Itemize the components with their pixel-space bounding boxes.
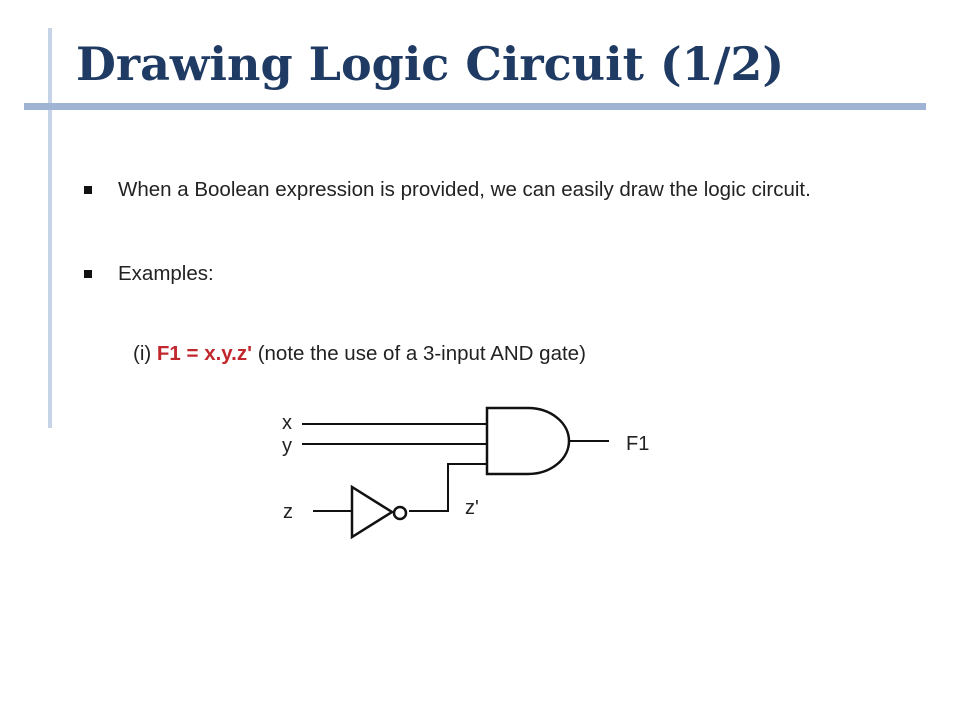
slide-title: Drawing Logic Circuit (1/2) — [76, 37, 785, 91]
label-y: y — [282, 435, 292, 457]
bullet-text-2: Examples: — [118, 262, 214, 285]
label-f1: F1 — [626, 433, 650, 455]
example-note: (note the use of a 3-input AND gate) — [252, 342, 586, 365]
example-prefix: (i) — [133, 342, 157, 365]
label-z: z — [283, 501, 293, 523]
not-gate-icon — [352, 487, 392, 537]
label-z-not: z' — [465, 497, 479, 519]
bullet-text-1: When a Boolean expression is provided, we can easily draw the logic circuit. — [118, 178, 811, 201]
and-gate-icon — [487, 408, 569, 474]
example-formula: F1 = x.y.z' — [156, 342, 252, 365]
inverter-bubble-icon — [394, 507, 406, 519]
label-x: x — [282, 412, 292, 434]
